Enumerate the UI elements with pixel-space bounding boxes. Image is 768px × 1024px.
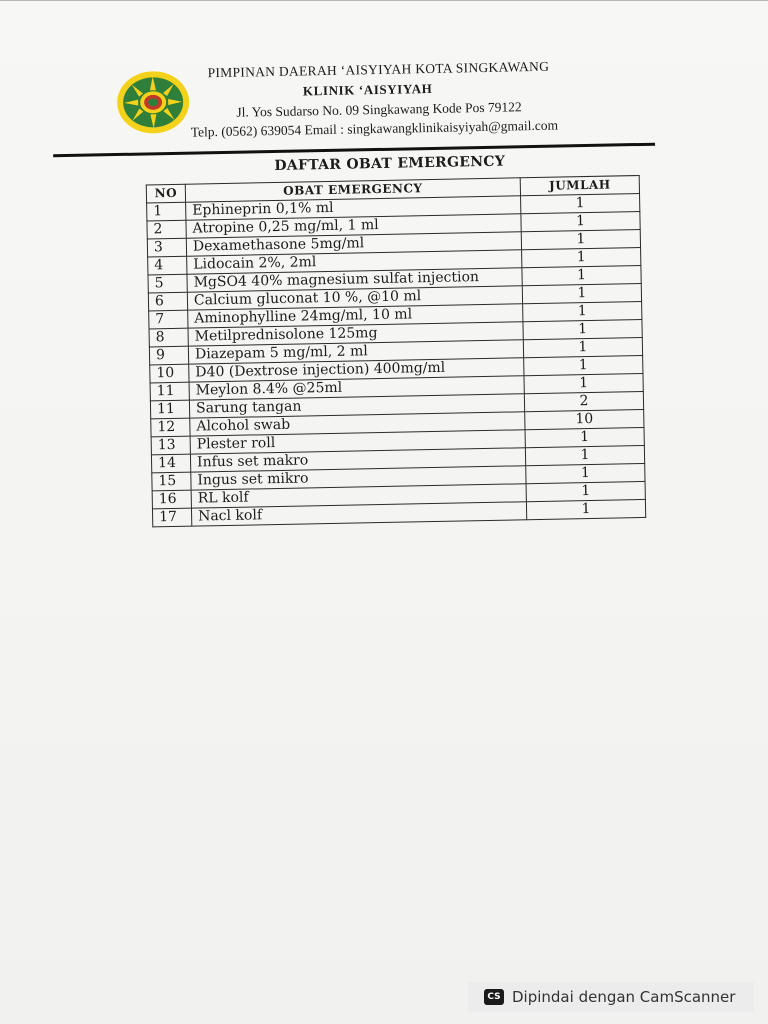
medicine-quantity: 10 bbox=[525, 409, 644, 429]
medicine-quantity: 1 bbox=[523, 337, 642, 357]
medicine-quantity: 1 bbox=[521, 211, 640, 231]
medicine-quantity: 1 bbox=[522, 247, 641, 267]
letterhead-divider bbox=[53, 143, 655, 158]
medicine-quantity: 1 bbox=[526, 463, 645, 483]
row-number: 4 bbox=[148, 256, 187, 275]
medicine-name: Aminophylline 24mg/ml, 10 ml bbox=[188, 304, 523, 328]
camscanner-watermark bbox=[468, 982, 754, 1012]
document-title: DAFTAR OBAT EMERGENCY bbox=[274, 153, 506, 175]
clinic-address: Jl. Yos Sudarso No. 09 Singkawang Kode Pos 79122 bbox=[236, 99, 522, 120]
medicine-name: Alcohol swab bbox=[190, 412, 525, 436]
row-number: 10 bbox=[150, 364, 189, 383]
table-body bbox=[147, 193, 646, 526]
row-number: 5 bbox=[148, 274, 187, 293]
medicine-quantity: 1 bbox=[521, 229, 640, 249]
row-number: 14 bbox=[151, 454, 190, 473]
medicine-quantity: 1 bbox=[525, 445, 644, 465]
clinic-contact: Telp. (0562) 639054 Email : singkawangklinikaisyiyah@gmail.com bbox=[190, 117, 559, 140]
medicine-quantity: 2 bbox=[524, 391, 643, 411]
medicine-name: Calcium gluconat 10 %, @10 ml bbox=[187, 286, 522, 310]
row-number: 1 bbox=[147, 202, 186, 221]
row-number: 12 bbox=[151, 418, 190, 437]
medicine-name: Meylon 8.4% @25ml bbox=[189, 376, 524, 400]
row-number: 6 bbox=[148, 292, 187, 311]
medicine-name: Ingus set mikro bbox=[191, 466, 526, 490]
medicine-name: Dexamethasone 5mg/ml bbox=[186, 232, 521, 256]
row-number: 8 bbox=[149, 328, 188, 347]
medicine-name: RL kolf bbox=[191, 484, 526, 508]
medicine-quantity: 1 bbox=[526, 481, 645, 501]
medicine-quantity: 1 bbox=[524, 355, 643, 375]
clinic-name: KLINIK ‘AISYIYAH bbox=[302, 80, 433, 99]
medicine-quantity: 1 bbox=[522, 265, 641, 285]
organization-name: PIMPINAN DAERAH ‘AISYIYAH KOTA SINGKAWANG bbox=[207, 58, 550, 81]
row-number: 7 bbox=[149, 310, 188, 329]
emergency-medicine-table bbox=[146, 175, 646, 527]
aisyiyah-emblem-logo bbox=[116, 70, 191, 135]
medicine-quantity: 1 bbox=[521, 193, 640, 213]
medicine-name: Nacl kolf bbox=[191, 502, 526, 526]
medicine-name: Sarung tangan bbox=[189, 394, 524, 418]
medicine-name: Diazepam 5 mg/ml, 2 ml bbox=[188, 340, 523, 364]
medicine-name: MgSO4 40% magnesium sulfat injection bbox=[187, 268, 522, 292]
medicine-name: Atropine 0,25 mg/ml, 1 ml bbox=[186, 214, 521, 238]
row-number: 3 bbox=[147, 238, 186, 257]
medicine-name: Infus set makro bbox=[190, 448, 525, 472]
medicine-name: Metilprednisolone 125mg bbox=[188, 322, 523, 346]
row-number: 9 bbox=[149, 346, 188, 365]
row-number: 15 bbox=[152, 472, 191, 491]
row-number: 11 bbox=[150, 400, 189, 419]
row-number: 2 bbox=[147, 220, 186, 239]
medicine-quantity: 1 bbox=[524, 373, 643, 393]
medicine-name: Ephineprin 0,1% ml bbox=[186, 196, 521, 220]
row-number: 16 bbox=[152, 490, 191, 509]
medicine-name: Plester roll bbox=[190, 430, 525, 454]
row-number: 13 bbox=[151, 436, 190, 455]
row-number: 11 bbox=[150, 382, 189, 401]
medicine-name: D40 (Dextrose injection) 400mg/ml bbox=[189, 358, 524, 382]
medicine-quantity: 1 bbox=[525, 427, 644, 447]
medicine-quantity: 1 bbox=[523, 319, 642, 339]
medicine-quantity: 1 bbox=[526, 499, 645, 519]
camscanner-logo-icon: CS bbox=[484, 989, 504, 1005]
column-header-qty: JUMLAH bbox=[520, 176, 639, 196]
column-header-no: NO bbox=[146, 184, 185, 203]
row-number: 17 bbox=[152, 508, 191, 527]
medicine-name: Lidocain 2%, 2ml bbox=[187, 250, 522, 274]
medicine-quantity: 1 bbox=[523, 301, 642, 321]
camscanner-label: Dipindai dengan CamScanner bbox=[512, 988, 736, 1006]
column-header-item: OBAT EMERGENCY bbox=[185, 178, 520, 202]
medicine-quantity: 1 bbox=[522, 283, 641, 303]
